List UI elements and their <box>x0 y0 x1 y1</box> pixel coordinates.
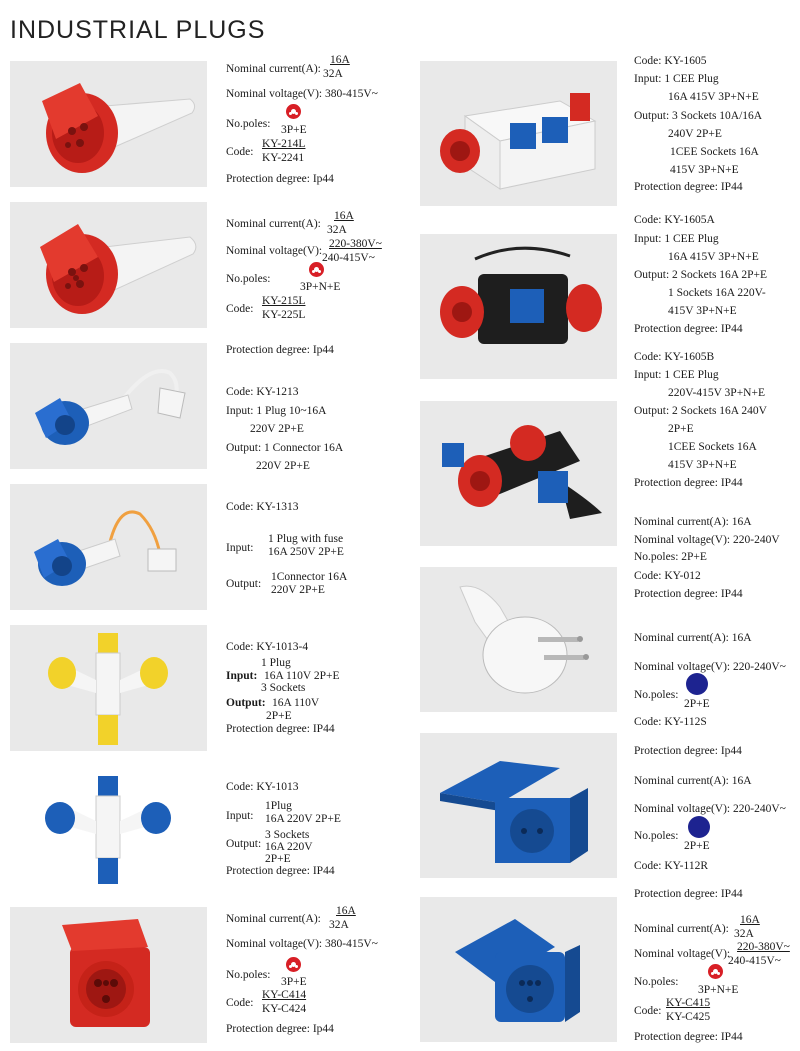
input-line: Input: 1 Plug 10~16A <box>226 405 327 417</box>
spec-line: Input: 1 CEE Plug <box>634 73 719 85</box>
code-bottom: KY-C424 <box>262 1003 307 1015</box>
spec-line: 415V 3P+N+E <box>670 164 739 176</box>
current-value-bottom: 32A <box>329 919 349 931</box>
code-label: Code: <box>226 146 254 158</box>
output-line: 2P+E <box>266 710 292 722</box>
product-photo <box>10 625 207 751</box>
spec-line: 240V 2P+E <box>668 128 722 140</box>
spec-block <box>226 902 416 1042</box>
voltage-top: 220-380V~ <box>329 238 382 250</box>
protection-degree: Protection degree: IP44 <box>634 888 743 900</box>
voltage-label: Nominal voltage(V): 380-415V~ <box>226 88 378 100</box>
distribution-box-2-socket-photo <box>420 61 617 206</box>
red-industrial-connector-photo <box>10 202 207 328</box>
spec-line: Nominal current(A): 16A <box>634 516 752 528</box>
blue-panel-socket-hinged-lid-photo <box>420 733 617 878</box>
spec-block <box>634 350 794 495</box>
product-photo <box>420 567 617 712</box>
product-photo <box>420 234 617 379</box>
current-value-top: 16A <box>740 914 760 926</box>
spec-line: 415V 3P+N+E <box>668 459 737 471</box>
poles-value: 2P+E <box>684 698 710 710</box>
spec-line: 1CEE Sockets 16A <box>668 441 757 453</box>
code-line: Code: KY-1013 <box>226 781 299 793</box>
spec-block <box>226 206 416 356</box>
product-photo <box>420 61 617 206</box>
poles-label: No.poles: <box>226 118 271 130</box>
voltage-label: Nominal voltage(V): <box>226 245 323 257</box>
protection-degree: Protection degree: Ip44 <box>634 745 742 757</box>
code-line: Code: KY-112R <box>634 860 709 872</box>
distribution-box-cross-photo <box>420 401 617 546</box>
spec-line: 1CEE Sockets 16A <box>670 146 759 158</box>
poles-label: No.poles: <box>634 830 679 842</box>
red-industrial-connector-photo <box>10 61 207 187</box>
spec-block <box>226 638 416 738</box>
spec-block <box>226 497 416 597</box>
spec-line: 2P+E <box>668 423 694 435</box>
input-line: 16A 250V 2P+E <box>268 546 344 558</box>
blue-3-way-adaptor-photo <box>10 766 207 892</box>
output-line: Output: 1 Connector 16A <box>226 442 344 454</box>
spec-line: Output: 3 Sockets 10A/16A <box>634 110 763 122</box>
code-top: KY-215L <box>262 295 306 307</box>
current-value-bottom: 32A <box>734 928 754 940</box>
spec-line: No.poles: 2P+E <box>634 551 707 563</box>
socket-pin-icon <box>708 964 723 979</box>
spec-line: 220V-415V 3P+N+E <box>668 387 765 399</box>
spec-line: Input: 1 CEE Plug <box>634 369 719 381</box>
protection-degree: Protection degree: IP44 <box>226 865 335 877</box>
poles-value: 3P+E <box>281 976 307 988</box>
spec-block <box>634 912 800 1050</box>
output-line: 220V 2P+E <box>271 584 325 596</box>
protection-degree: Protection degree: Ip44 <box>226 1023 334 1035</box>
spec-line: Nominal voltage(V): 220-240V <box>634 534 780 546</box>
protection-degree: Protection degree: IP44 <box>634 1031 743 1043</box>
code-line: Code: KY-1313 <box>226 501 299 513</box>
output-line: 2P+E <box>265 853 291 865</box>
voltage-bottom: 240-415V~ <box>728 955 781 967</box>
input-line: 220V 2P+E <box>250 423 304 435</box>
spec-line: Output: 2 Sockets 16A 2P+E <box>634 269 767 281</box>
protection-degree: Protection degree: Ip44 <box>226 173 334 185</box>
input-line: 1 Plug with fuse <box>268 533 344 545</box>
input-line: 16A 110V 2P+E <box>264 670 340 682</box>
current-value-bottom: 32A <box>323 68 343 80</box>
voltage-label: Nominal voltage(V): <box>634 948 731 960</box>
spec-line: Code: KY-1605B <box>634 351 715 363</box>
product-photo <box>420 897 617 1042</box>
spec-line: 1 Sockets 16A 220V- <box>668 287 766 299</box>
spec-line: Code: KY-1605A <box>634 214 715 226</box>
spec-block <box>634 515 800 730</box>
voltage-bottom: 240-415V~ <box>322 252 375 264</box>
blue-connector-uk-plug-photo <box>10 484 207 610</box>
poles-label: No.poles: <box>634 976 679 988</box>
product-photo <box>10 766 207 892</box>
product-photo <box>420 401 617 546</box>
current-value-bottom: 32A <box>327 224 347 236</box>
output-line: 220V 2P+E <box>256 460 310 472</box>
code-line: Code: KY-1013-4 <box>226 641 309 653</box>
voltage-line: Nominal voltage(V): 220-240V~ <box>634 661 786 673</box>
input-label: Input: <box>226 670 258 682</box>
code-top: KY-C414 <box>262 989 307 1001</box>
protection-degree: Protection degree: IP44 <box>634 477 743 489</box>
output-line: 3 Sockets <box>265 829 310 841</box>
input-line: 3 Sockets <box>261 682 306 694</box>
spec-line: Code: KY-1605 <box>634 55 707 67</box>
blue-connector-cord-schuko-photo <box>10 343 207 469</box>
output-line: 1Connector 16A <box>271 571 348 583</box>
spec-line: 16A 415V 3P+N+E <box>668 91 759 103</box>
output-line: 16A 220V <box>265 841 313 853</box>
poles-value: 2P+E <box>684 840 710 852</box>
code-label: Code: <box>226 303 254 315</box>
protection-degree: Protection degree: IP44 <box>634 588 743 600</box>
product-photo <box>10 202 207 328</box>
poles-label: No.poles: <box>226 969 271 981</box>
spec-block <box>226 50 416 190</box>
current-line: Nominal current(A): 16A <box>634 632 752 644</box>
socket-pin-icon <box>688 816 710 838</box>
spec-line: Code: KY-012 <box>634 570 701 582</box>
input-line: 1Plug <box>265 800 292 812</box>
product-photo <box>420 733 617 878</box>
code-line: Code: KY-112S <box>634 716 707 728</box>
current-line: Nominal current(A): 16A <box>634 775 752 787</box>
protection-degree: Protection degree: IP44 <box>226 723 335 735</box>
poles-label: No.poles: <box>226 273 271 285</box>
socket-pin-icon <box>309 262 324 277</box>
current-value-top: 16A <box>336 905 356 917</box>
code-bottom: KY-C425 <box>666 1011 711 1023</box>
red-panel-socket-photo <box>10 907 207 1043</box>
code-label: Code: <box>634 1005 662 1017</box>
current-label: Nominal current(A): <box>226 63 321 75</box>
spec-block <box>634 213 794 338</box>
input-line: 1 Plug <box>261 657 291 669</box>
code-top: KY-C415 <box>666 997 711 1009</box>
code-bottom: KY-225L <box>262 309 306 321</box>
current-label: Nominal current(A): <box>226 913 321 925</box>
spec-line: Output: 2 Sockets 16A 240V <box>634 405 767 417</box>
spec-line: 415V 3P+N+E <box>668 305 737 317</box>
input-label: Input: <box>226 542 254 554</box>
output-label: Output: <box>226 578 262 590</box>
current-label: Nominal current(A): <box>226 218 321 230</box>
voltage-label: Nominal voltage(V): 380-415V~ <box>226 938 378 950</box>
code-label: Code: <box>226 997 254 1009</box>
socket-pin-icon <box>686 673 708 695</box>
protection-degree: Protection degree: IP44 <box>634 323 743 335</box>
voltage-line: Nominal voltage(V): 220-240V~ <box>634 803 786 815</box>
product-photo <box>10 343 207 469</box>
product-photo <box>10 907 207 1043</box>
code-line: Code: KY-1213 <box>226 386 299 398</box>
input-label: Input: <box>226 810 254 822</box>
spec-block <box>226 385 416 475</box>
protection-degree: Protection degree: IP44 <box>634 181 743 193</box>
current-value-top: 16A <box>334 210 354 222</box>
current-value-top: 16A <box>330 54 350 66</box>
poles-value: 3P+N+E <box>300 281 341 293</box>
spec-block <box>226 780 416 880</box>
protection-degree: Protection degree: Ip44 <box>226 344 334 356</box>
code-bottom: KY-2241 <box>262 152 305 164</box>
page-title: INDUSTRIAL PLUGS <box>10 16 266 44</box>
code-top: KY-214L <box>262 138 306 150</box>
poles-value: 3P+N+E <box>698 984 739 996</box>
poles-label: No.poles: <box>634 689 679 701</box>
input-line: 16A 220V 2P+E <box>265 813 341 825</box>
output-line: 16A 110V <box>272 697 320 709</box>
yellow-3-way-adaptor-photo <box>10 625 207 751</box>
socket-pin-icon <box>286 957 301 972</box>
spec-line: Input: 1 CEE Plug <box>634 233 719 245</box>
output-label: Output: <box>226 838 262 850</box>
product-photo <box>10 61 207 187</box>
socket-pin-icon <box>286 104 301 119</box>
voltage-top: 220-380V~ <box>737 941 790 953</box>
blue-cee-panel-socket-photo <box>420 897 617 1042</box>
current-label: Nominal current(A): <box>634 923 729 935</box>
white-schuko-plug-photo <box>420 567 617 712</box>
spec-block <box>634 744 800 904</box>
output-label: Output: <box>226 697 266 709</box>
spec-line: 16A 415V 3P+N+E <box>668 251 759 263</box>
product-photo <box>10 484 207 610</box>
spec-block <box>634 54 794 194</box>
poles-value: 3P+E <box>281 124 307 136</box>
distribution-box-black-photo <box>420 234 617 379</box>
